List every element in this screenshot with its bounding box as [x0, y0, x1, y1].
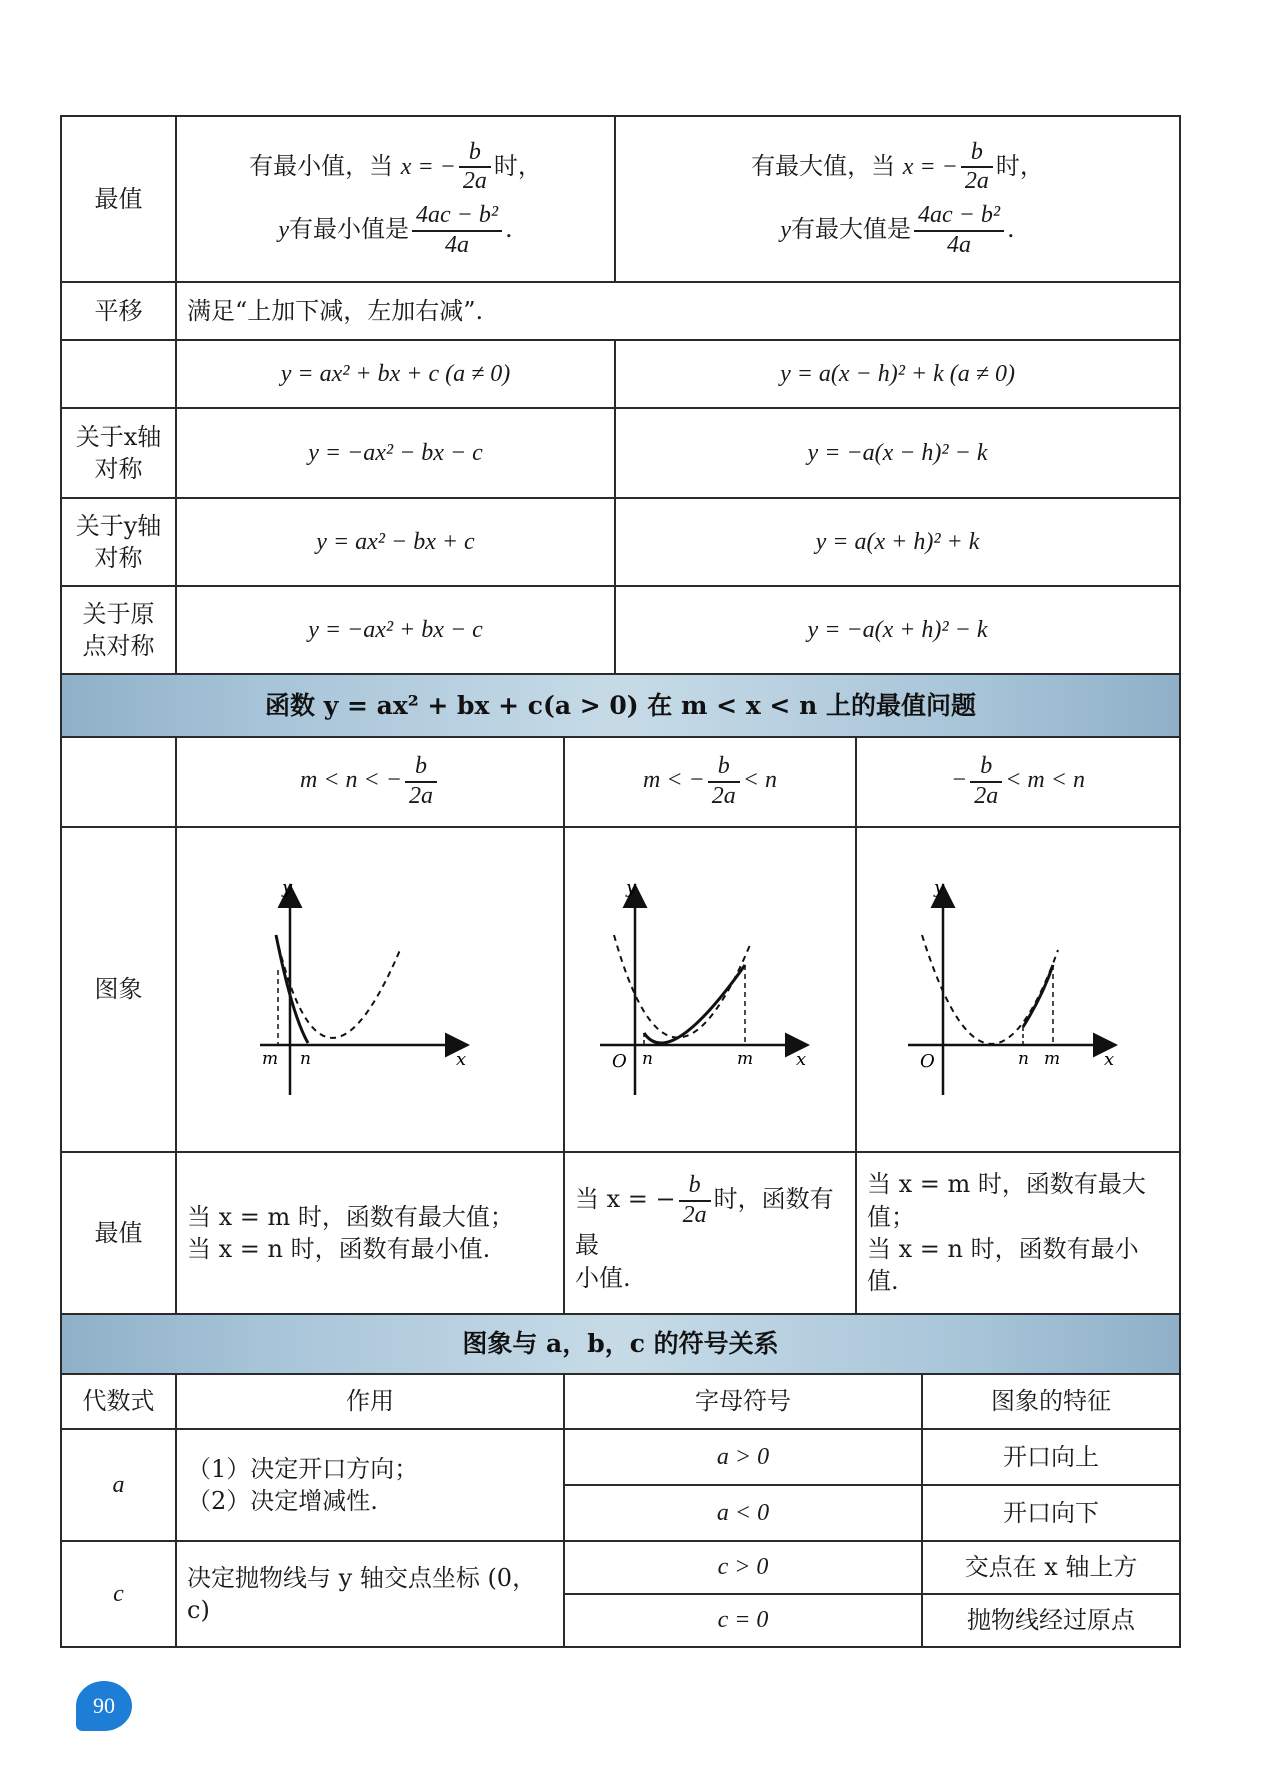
case3-post: < m < n [1005, 767, 1085, 794]
section3-band [61, 1314, 1180, 1374]
case2-extreme-fraction [679, 1172, 711, 1229]
graph2-n-label: n [642, 1048, 653, 1069]
graph2-x-label: x [796, 1048, 807, 1070]
case3-condition [856, 737, 1180, 827]
max-line1-post: 时， [995, 151, 1044, 180]
graph3-y-label: y [934, 876, 945, 898]
case2-extreme-num: b [679, 1172, 711, 1202]
c-role: 决定抛物线与 y 轴交点坐标 (0，c) [176, 1541, 564, 1647]
max-value-fraction [914, 202, 1004, 259]
c-sign-2: c = 0 [564, 1594, 922, 1647]
graph2-parabola [600, 875, 820, 1105]
max-value-num: 4ac − b² [914, 202, 1004, 232]
graph3-x-label: x [1104, 1048, 1115, 1070]
case1-den: 2a [408, 783, 433, 809]
min-value-den: 4a [445, 231, 469, 258]
min-x-num: b [459, 139, 491, 169]
math-summary-table [60, 115, 1181, 1648]
graph-label: 图象 [61, 827, 176, 1152]
cases-empty-cell [61, 737, 176, 827]
translate-label: 平移 [61, 282, 176, 340]
graph1-parabola-dashed [276, 935, 400, 1038]
max-x-fraction [961, 139, 993, 196]
case2-post: < n [742, 767, 777, 794]
min-line1-pre: 有最小值，当 [249, 151, 394, 180]
case2-pre: m < − [643, 767, 705, 794]
case3-den: 2a [974, 783, 999, 809]
sym-y-vertex: y = a(x + h)² + k [615, 498, 1180, 586]
section2-title: 函数 y = ax² + bx + c(a > 0) 在 m < x < n 上的最值问题 [61, 674, 1180, 737]
min-value-fraction [412, 202, 502, 259]
header-sign: 字母符号 [564, 1374, 922, 1429]
min-value-num: 4ac − b² [412, 202, 502, 232]
sym-x-label: 关于x轴对称 [61, 408, 176, 498]
a-label: a [61, 1429, 176, 1541]
sym-y-general: y = ax² − bx + c [176, 498, 615, 586]
sym-o-row [61, 586, 1180, 674]
c-feature-1: 交点在 x 轴上方 [922, 1541, 1180, 1594]
translate-text: 满足“上加下减，左加右减”. [176, 282, 1180, 340]
case1-extreme [176, 1152, 564, 1314]
graph3-origin-label: O [920, 1050, 935, 1072]
max-line2-text: 有最大值是 [790, 215, 911, 244]
c-sign-1: c > 0 [564, 1541, 922, 1594]
sym-x-general: y = −ax² − bx − c [176, 408, 615, 498]
translate-row [61, 282, 1180, 340]
extreme-label: 最值 [61, 116, 176, 282]
case1-extreme-line2: 当 x = n 时，函数有最小值. [187, 1235, 491, 1263]
case2-num: b [708, 753, 740, 783]
sym-o-general: y = −ax² + bx − c [176, 586, 615, 674]
max-x-den: 2a [964, 168, 989, 195]
graph1-n-label: n [300, 1048, 311, 1069]
cases-row [61, 737, 1180, 827]
c-label: c [61, 1541, 176, 1647]
graphs-row [61, 827, 1180, 1152]
graph3-cell [856, 827, 1180, 1152]
case1-fraction [405, 753, 437, 810]
a-role-1: （1）决定开口方向； [187, 1454, 419, 1483]
max-x-num: b [961, 139, 993, 169]
sym-x-row [61, 408, 1180, 498]
case2-extreme-post: 时，函数有最 [575, 1185, 834, 1260]
max-line1-pre: 有最大值，当 [751, 151, 896, 180]
min-line1-eq: x = − [400, 153, 456, 180]
graph2-origin-label: O [612, 1050, 627, 1072]
min-line1-post: 时， [493, 151, 542, 180]
case2-extreme-pre: 当 x = − [575, 1185, 676, 1214]
form-vertex: y = a(x − h)² + k (a ≠ 0) [615, 340, 1180, 408]
case2-den: 2a [711, 783, 736, 809]
case1-pre: m < n < − [300, 767, 402, 794]
min-line2-text: 有最小值是 [288, 215, 409, 244]
a-role-2: （2）决定增减性. [187, 1487, 378, 1515]
min-value-cell [176, 116, 615, 282]
graph2-y-label: y [626, 876, 637, 898]
case2-condition [564, 737, 856, 827]
graph1-parabola [260, 875, 480, 1105]
case3-num: b [970, 753, 1002, 783]
case2-fraction [708, 753, 740, 810]
header-feature: 图象的特征 [922, 1374, 1180, 1429]
graph3-parabola [908, 875, 1128, 1105]
sym-y-row [61, 498, 1180, 586]
graph1-x-label: x [456, 1048, 467, 1070]
case3-extreme [856, 1152, 1180, 1314]
graph1-y-label: y [282, 876, 293, 898]
graph1-m-label: m [262, 1048, 279, 1069]
form-general: y = ax² + bx + c (a ≠ 0) [176, 340, 615, 408]
min-line2-pre: y [278, 217, 289, 244]
case2-extreme-den: 2a [682, 1201, 707, 1228]
min-x-fraction [459, 139, 491, 196]
max-value-den: 4a [947, 231, 971, 258]
graph3-n-label: n [1018, 1048, 1029, 1069]
graph3-m-label: m [1044, 1048, 1061, 1069]
graph2-cell [564, 827, 856, 1152]
extreme-row [61, 116, 1180, 282]
case3-extreme-line1: 当 x = m 时，函数有最大值； [867, 1170, 1146, 1231]
a-role [176, 1429, 564, 1541]
max-line2-post: . [1007, 215, 1015, 244]
section3-header-row [61, 1374, 1180, 1429]
max-line2-pre: y [780, 217, 791, 244]
case-extreme-label: 最值 [61, 1152, 176, 1314]
max-value-cell [615, 116, 1180, 282]
c-feature-2: 抛物线经过原点 [922, 1594, 1180, 1647]
case1-num: b [405, 753, 437, 783]
a-sign-2: a < 0 [564, 1485, 922, 1541]
a-feature-2: 开口向下 [922, 1485, 1180, 1541]
case-extreme-row [61, 1152, 1180, 1314]
section2-band [61, 674, 1180, 737]
min-line2-post: . [505, 215, 513, 244]
c-row-1 [61, 1541, 1180, 1594]
a-sign-1: a > 0 [564, 1429, 922, 1485]
a-row-1 [61, 1429, 1180, 1485]
case3-fraction [970, 753, 1002, 810]
page-number-badge: 90 [76, 1681, 132, 1731]
forms-row [61, 340, 1180, 408]
case2-extreme-line2: 小值. [575, 1263, 631, 1292]
header-role: 作用 [176, 1374, 564, 1429]
max-line1-eq: x = − [902, 153, 958, 180]
case1-condition [176, 737, 564, 827]
sym-o-vertex: y = −a(x + h)² − k [615, 586, 1180, 674]
graph2-m-label: m [737, 1048, 754, 1069]
case2-extreme [564, 1152, 856, 1314]
sym-y-label: 关于y轴对称 [61, 498, 176, 586]
section3-title: 图象与 a，b，c 的符号关系 [61, 1314, 1180, 1374]
graph3-solid-segment [1023, 965, 1053, 1027]
case3-pre: − [951, 767, 968, 794]
sym-o-label: 关于原点对称 [61, 586, 176, 674]
case3-extreme-line2: 当 x = n 时，函数有最小值. [867, 1235, 1139, 1296]
case1-extreme-line1: 当 x = m 时，函数有最大值； [187, 1202, 514, 1231]
graph1-cell [176, 827, 564, 1152]
sym-x-vertex: y = −a(x − h)² − k [615, 408, 1180, 498]
header-expression: 代数式 [61, 1374, 176, 1429]
a-feature-1: 开口向上 [922, 1429, 1180, 1485]
min-x-den: 2a [462, 168, 487, 195]
forms-empty-cell [61, 340, 176, 408]
